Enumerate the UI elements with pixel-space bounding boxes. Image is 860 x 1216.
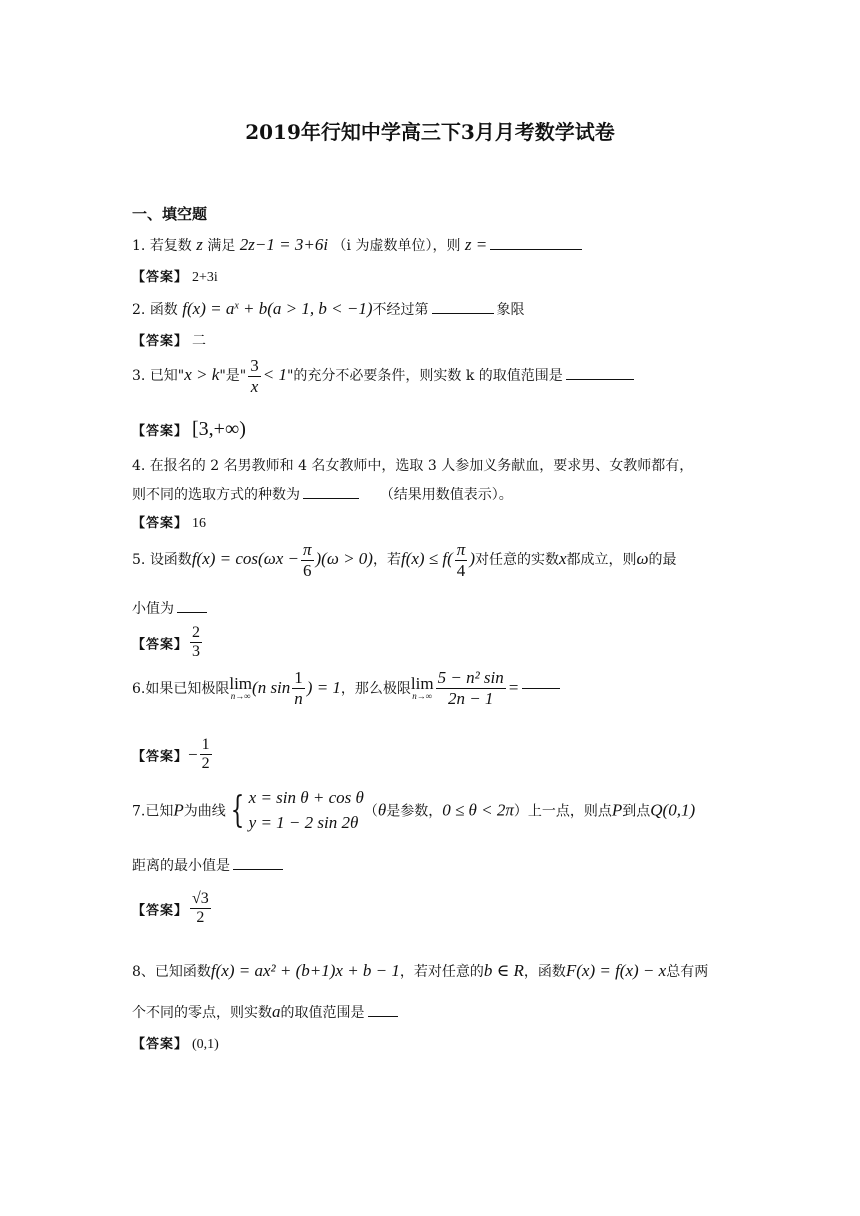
answer-fraction: $\frac{2}{3}$ [192,624,201,661]
question-7 [132,786,695,835]
math: P [611,800,623,820]
question-text: 到点 [622,803,651,820]
math: x > k [184,365,220,385]
math: (n sin [252,678,291,698]
fraction: $\frac{\text{5 − n² sin}}{2n - 1}$ [437,668,504,708]
answer-value: 2+3i [192,270,218,285]
limit: lim n→∞ [410,674,434,702]
math: 2z−1 = 3+6i [239,235,329,254]
question-text: ）上一点，则点 [513,803,612,820]
page-title: 2019年行知中学高三下3月月考数学试卷 [245,120,615,144]
math: z [196,235,203,254]
question-text: 距离的最小值是 [132,858,230,874]
question-text: （i 为虚数单位），则 [332,238,461,254]
question-text: ，那么极限 [340,681,411,698]
question-text: 设函数 [149,552,192,569]
math: θ [377,800,387,820]
section-heading: 一、填空题 [132,205,208,223]
answer-tag: 【答案】 [132,516,189,531]
math: z = [464,235,488,254]
math: F(x) = f(x) − x [565,961,667,980]
question-text: ，若对任意的 [399,964,484,980]
question-1 [132,233,585,255]
question-text: 不经过第 [372,302,429,318]
math: x [234,300,239,312]
question-text: 的取值范围是 [280,1005,365,1021]
question-number: 5. [132,552,146,569]
question-2 [132,297,525,319]
math: 0 ≤ θ < 2π [442,800,514,820]
answer-blank [566,363,634,380]
fraction: $\frac{3}{x}$ [250,356,259,396]
question-6 [132,668,563,708]
math: a [272,1002,281,1021]
question-number: 1. [132,238,146,254]
math: f(x) ≤ f( [400,549,453,569]
question-text: 若复数 [149,238,192,254]
math: < 1 [262,365,287,385]
answer-tag: 【答案】 [132,424,189,439]
fraction: $\frac{\pi}{4}$ [456,540,466,580]
question-text: （ [363,803,378,820]
question-text: 8、已知函数 [132,964,211,980]
question-4-line1: 4. 在报名的 2 名男教师和 4 名女教师中，选取 3 人参加义务献血，要求男、女教师都有， [132,458,694,474]
question-text: 则不同的选取方式的种数为 [132,487,300,503]
question-8-line2 [132,1000,401,1022]
answer-tag: 【答案】 [132,637,189,653]
math: )(ω > 0) [315,549,373,569]
answer-value: (0,1) [192,1037,219,1052]
math: b ∈ R [483,961,524,980]
math: ) = 1 [306,678,341,698]
question-text: 函数 [149,302,178,318]
answer-2 [132,330,206,350]
question-text: 满足 [207,238,236,254]
question-text: 6.如果已知极限 [132,681,230,698]
question-text: 的最 [648,552,677,569]
fraction: $\frac{\pi}{6}$ [302,540,312,580]
answer-1 [132,266,218,286]
fraction: $\frac{1}{n}$ [294,668,303,708]
answer-5 [132,624,204,662]
question-text: 7.已知 [132,803,174,820]
answer-fraction: $\frac{√3}{2}$ [192,890,209,927]
answer-blank [522,688,560,689]
answer-3 [132,418,246,441]
limit: lim n→∞ [229,674,253,702]
answer-value: 二 [192,334,207,349]
math: f(x) = ax² + (b+1)x + b − 1 [210,961,400,980]
question-text: 都成立，则 [566,552,637,569]
math: f(x) = cos(ωx − [191,549,299,569]
brace: { [230,789,245,831]
question-3 [132,356,637,396]
question-text: 已知" [149,368,185,385]
question-text: 小值为 [132,601,174,617]
math: + b(a > 1, b < −1) [238,299,373,318]
answer-tag: 【答案】 [132,749,189,765]
answer-blank [177,596,207,613]
question-7-line2 [132,853,286,875]
question-text: "的充分不必要条件，则实数 k 的取值范围是 [286,368,563,385]
answer-tag: 【答案】 [132,1037,189,1052]
answer-blank [490,233,582,250]
answer-6 [132,736,214,774]
answer-8 [132,1033,219,1053]
question-text: 为曲线 [183,803,226,820]
answer-tag: 【答案】 [132,270,189,285]
question-number: 2. [132,302,146,318]
answer-value: 16 [192,516,207,531]
math: ω [636,549,649,569]
answer-blank [233,853,283,870]
question-text: 总有两 [666,964,709,980]
math: Q(0,1) [650,800,696,820]
question-5 [132,540,677,580]
question-5-line2 [132,596,210,618]
question-4-line2 [132,482,513,504]
question-text: ，若 [372,552,401,569]
math: f(x) = a [182,299,235,318]
answer-blank [303,482,359,499]
question-number: 3. [132,368,146,385]
question-text: 对任意的实数 [474,552,559,569]
answer-tag: 【答案】 [132,903,189,919]
question-text: 是参数， [386,803,443,820]
math: x [558,549,567,569]
question-text: ，函数 [523,964,566,980]
math: P [173,800,184,820]
answer-blank [432,297,494,314]
answer-tag: 【答案】 [132,334,189,349]
answer-value: − [188,744,198,764]
question-text: 象限 [496,302,525,318]
question-text: （结果用数值表示）。 [379,487,513,503]
equation-system: x = sin θ + cos θ y = 1 − 2 sin 2θ [248,788,364,832]
answer-7 [132,890,213,928]
answer-blank [368,1000,398,1017]
question-text: "是" [219,368,247,385]
answer-4 [132,512,206,532]
math: = [507,678,520,698]
question-text: 个不同的零点，则实数 [132,1005,272,1021]
answer-value: [3,+∞) [192,418,246,440]
answer-fraction: $\frac{1}{2}$ [201,736,210,773]
question-8 [132,961,708,981]
math: ) [469,549,475,569]
